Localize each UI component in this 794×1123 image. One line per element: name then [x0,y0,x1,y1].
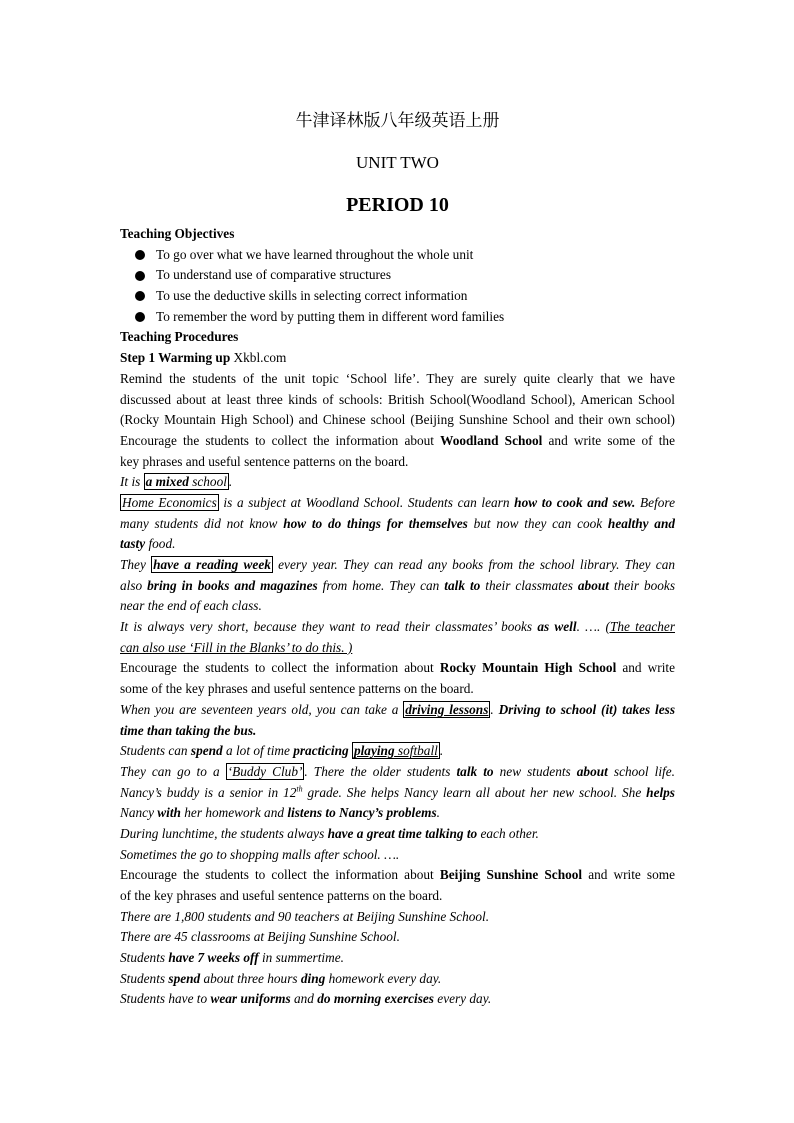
intro-line-4: Encourage the students to collect the information about Woodland School and write some of the [120,432,675,448]
beijing-intro-line-2: of the key phrases and useful sentence patterns on the board. [120,888,443,903]
objectives-heading: Teaching Objectives [120,226,235,241]
woodland-sentence-5: They have a reading week every year. They can read any books from the school library. They can [120,557,675,572]
chinese-title: 牛津译林版八年级英语上册 [295,111,500,130]
highlight-box: have a reading week [153,557,271,572]
rocky-sentence-5: Nancy’s buddy is a senior in 12th grade. She helps Nancy learn all about her new school. She helps [120,784,675,800]
rocky-sentence-7: During lunchtime, the students always have a great time talking to each other. [120,825,539,841]
rocky-sentence-2: time than taking the bus. [120,722,257,738]
bullet-icon [135,271,145,281]
woodland-sentence-8: It is always very short, because they want to read their classmates’ books as well. …. (The teacher [120,619,675,635]
woodland-sentence-6: also bring in books and magazines from home. They can talk to their classmates about their books [120,577,675,593]
bullet-icon [135,291,145,301]
rocky-sentence-6: Nancy with her homework and listens to Nancy’s problems. [120,805,440,821]
highlight-box: playing softball [353,743,438,759]
bullet-icon [135,250,145,260]
beijing-sentence-4: Students spend about three hours ding homework every day. [120,970,442,986]
intro-line-5: key phrases and useful sentence patterns on the board. [120,453,409,469]
beijing-intro-line-1: Encourage the students to collect the information about Beijing Sunshine School and write some [120,867,675,883]
intro-line-3: (Rocky Mountain High School) and Chinese school (Beijing Sunshine School and their own school) [120,412,675,428]
woodland-sentence-4: tasty food. [120,536,176,552]
woodland-sentence-9: can also use ‘Fill in the Blanks’ to do this. ) [120,639,353,655]
list-item: To use the deductive skills in selecting correct information [120,286,675,307]
procedures-heading: Teaching Procedures [120,329,239,345]
woodland-sentence-3: many students did not know how to do things for themselves but now they can cook healthy and [120,515,675,531]
list-item: To understand use of comparative structures [120,265,675,286]
step1-heading: Step 1 Warming up Xkbl.com [120,350,287,366]
intro-line-1: Remind the students of the unit topic ‘School life’. They are surely quite clearly that we have [120,370,675,386]
list-item: To remember the word by putting them in different word families [120,307,675,328]
beijing-sentence-3: Students have 7 weeks off in summertime. [120,950,344,966]
beijing-sentence-2: There are 45 classrooms at Beijing Sunshine School. [120,929,400,945]
woodland-sentence-7: near the end of each class. [120,598,262,614]
woodland-sentence-2: Home Economics is a subject at Woodland School. Students can learn how to cook and sew. Before [122,494,675,510]
objectives-list [120,245,675,328]
highlight-box: ‘Buddy Club’ [227,763,303,779]
woodland-sentence-1: It is a mixed school . [120,474,233,490]
rocky-sentence-4: They can go to a ‘Buddy Club’ . There the older students talk to new students about school life. [120,763,675,779]
document-body [120,224,675,1010]
highlight-box: Home Economics [122,494,217,510]
rocky-sentence-3: Students can spend a lot of time practicing playing softball . [120,743,444,759]
highlight-box: a mixed school [145,474,227,490]
highlight-box: driving lessons [405,701,489,717]
beijing-sentence-5: Students have to wear uniforms and do morning exercises every day. [120,991,492,1007]
beijing-sentence-1: There are 1,800 students and 90 teachers at Beijing Sunshine School. [120,908,490,924]
intro-line-2: discussed about at least three kinds of schools: British School(Woodland School), American School [120,391,675,407]
rocky-sentence-8: Sometimes the go to shopping malls after school. …. [120,846,400,862]
document-page [120,100,675,1010]
bullet-icon [135,312,145,322]
rocky-sentence-1: When you are seventeen years old, you can take a driving lessons . Driving to school (it) takes less [120,701,675,717]
rocky-intro-line-2: some of the key phrases and useful sentence patterns on the board. [120,681,474,697]
period-title: PERIOD 10 [346,194,449,216]
unit-title: UNIT TWO [356,153,439,172]
list-item: To go over what we have learned throughout the whole unit [120,245,675,266]
rocky-intro-line-1: Encourage the students to collect the information about Rocky Mountain High School and write [120,660,675,676]
